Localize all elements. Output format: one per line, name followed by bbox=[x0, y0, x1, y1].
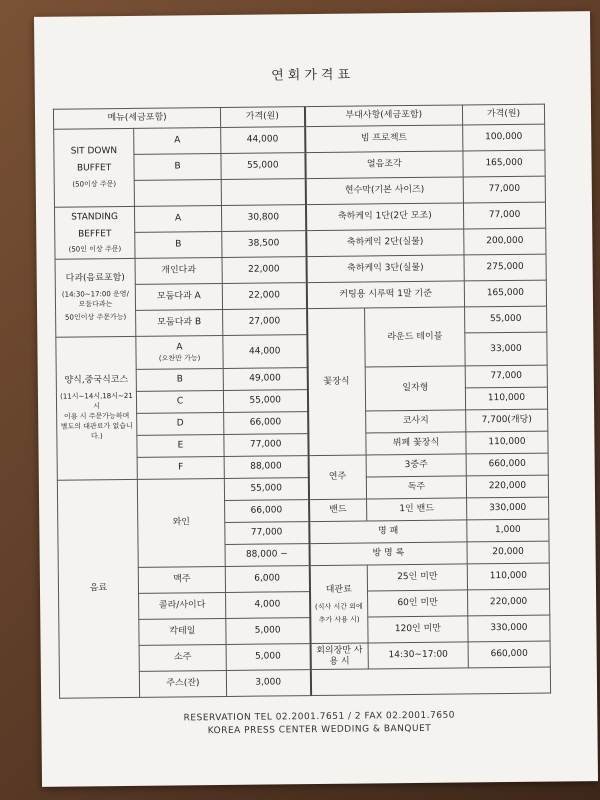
standing-name1: STANDING bbox=[71, 211, 118, 223]
dagwa-cell bbox=[55, 258, 136, 337]
trio-price: 660,000 bbox=[466, 453, 548, 476]
round-table-price1: 55,000 bbox=[465, 306, 547, 333]
sitdown-name1: SIT DOWN bbox=[70, 146, 118, 157]
buffet-flower-price: 110,000 bbox=[466, 431, 548, 454]
cake2-price: 200,000 bbox=[464, 228, 546, 255]
banner-price: 77,000 bbox=[463, 176, 545, 203]
cake1-label: 축하케익 1단(2단 모조) bbox=[305, 203, 463, 231]
cola-label: 콜라/사이다 bbox=[139, 592, 226, 619]
sitdown-buffet-cell bbox=[54, 128, 135, 207]
sitdown-a-label: A bbox=[134, 127, 221, 154]
course-c-label: C bbox=[136, 390, 223, 413]
rental-cell bbox=[309, 565, 368, 644]
course-note3: 별도의 대관료가 없습니 bbox=[60, 421, 133, 431]
course-d-price: 66,000 bbox=[224, 412, 308, 435]
dagwa-r3-price: 27,000 bbox=[223, 309, 307, 336]
rental-label: 대관료 bbox=[325, 584, 352, 595]
course-b-price: 49,000 bbox=[223, 368, 307, 391]
trio-label: 3중주 bbox=[366, 454, 466, 477]
standing-note: (50인 이상 주문) bbox=[68, 244, 122, 254]
guestbook-label: 방 명 록 bbox=[309, 542, 467, 566]
course-d-label: D bbox=[137, 412, 224, 435]
beam-label: 빔 프로젝트 bbox=[305, 125, 463, 153]
sitdown-empty bbox=[134, 179, 221, 206]
dagwa-name: 다과(음료포함) bbox=[65, 272, 125, 284]
soju-price: 5,000 bbox=[226, 644, 310, 671]
wine-price3: 77,000 bbox=[225, 522, 309, 545]
course-a-price: 44,000 bbox=[223, 335, 307, 369]
guestbook-price: 20,000 bbox=[467, 541, 549, 564]
meeting-label: 회의장만 사용 시 bbox=[310, 643, 368, 670]
table-row bbox=[56, 332, 547, 370]
wine-price1: 55,000 bbox=[224, 478, 308, 501]
dagwa-note2: 모둠다과는 bbox=[78, 300, 113, 309]
dagwa-r2-price: 22,000 bbox=[222, 283, 306, 310]
cake1-price: 77,000 bbox=[463, 202, 545, 229]
cocktail-price: 5,000 bbox=[226, 618, 310, 645]
rental-note1: (식사 시간 외에 bbox=[314, 602, 363, 611]
juice-price: 3,000 bbox=[226, 670, 310, 697]
menu-price-header: 가격(원) bbox=[220, 107, 304, 128]
rental-r3-label: 120인 미만 bbox=[368, 616, 468, 643]
rice-cake-label: 커팅용 시루떡 1말 기준 bbox=[306, 281, 464, 309]
venue-line: KOREA PRESS CENTER WEDDING & BANQUET bbox=[207, 723, 432, 737]
rental-r1-label: 25인 미만 bbox=[367, 564, 467, 591]
banner-label: 현수막(기본 사이즈) bbox=[305, 177, 463, 205]
sitdown-b-label: B bbox=[134, 153, 221, 180]
cake3-price: 275,000 bbox=[464, 254, 546, 281]
juice-label: 주스(잔) bbox=[139, 670, 226, 697]
dagwa-r3-label: 모둠다과 B bbox=[136, 309, 223, 336]
course-note1: (11시~14시,18시~21시 bbox=[60, 391, 133, 411]
corsage-label: 코사지 bbox=[366, 410, 466, 433]
course-c-price: 55,000 bbox=[223, 390, 307, 413]
course-a-letter: A bbox=[176, 341, 183, 352]
round-table-label: 라운드 테이블 bbox=[365, 307, 466, 367]
straight-price1: 77,000 bbox=[465, 365, 547, 388]
sitdown-name2: BUFFET bbox=[76, 163, 112, 174]
cola-price: 4,000 bbox=[226, 592, 310, 619]
sitdown-b-price: 55,000 bbox=[221, 153, 305, 180]
cake2-label: 축하케익 2단(실물) bbox=[306, 229, 464, 257]
course-e-label: E bbox=[137, 434, 224, 457]
price-sheet bbox=[34, 11, 598, 787]
footer bbox=[41, 708, 597, 740]
beer-label: 맥주 bbox=[138, 566, 225, 593]
rental-note2: 추가 사용 시) bbox=[318, 615, 360, 624]
course-f-price: 88,000 bbox=[224, 456, 308, 479]
dagwa-note3: 50인이상 주문가능) bbox=[64, 312, 127, 322]
meeting-time: 14:30~17:00 bbox=[368, 642, 468, 669]
cake3-label: 축하케익 3단(실물) bbox=[306, 255, 464, 283]
ice-price: 165,000 bbox=[463, 150, 545, 177]
standing-a-label: A bbox=[134, 205, 221, 232]
solo-label: 독주 bbox=[366, 476, 466, 499]
beam-price: 100,000 bbox=[463, 124, 545, 151]
page-title: 연회가격표 bbox=[271, 67, 355, 84]
course-a-label bbox=[136, 335, 223, 369]
course-note2: 이용 시 주문가능하며 bbox=[63, 411, 130, 421]
flower-label: 꽃장식 bbox=[307, 308, 367, 456]
standing-b-price: 38,500 bbox=[222, 231, 306, 258]
wine-label: 와인 bbox=[137, 478, 225, 567]
drinks-label: 음료 bbox=[57, 479, 139, 698]
course-b-label: B bbox=[136, 368, 223, 391]
rental-r2-price: 220,000 bbox=[468, 589, 550, 616]
sitdown-note: (50이상 주문) bbox=[72, 180, 117, 189]
course-note4: 다.) bbox=[90, 432, 103, 441]
rice-cake-price: 165,000 bbox=[464, 280, 546, 307]
dagwa-r1-label: 개인다과 bbox=[135, 257, 222, 284]
standing-a-price: 30,800 bbox=[221, 205, 305, 232]
rental-r3-price: 330,000 bbox=[468, 615, 550, 642]
menu-header: 메뉴(세금포함) bbox=[53, 107, 220, 129]
straight-price2: 110,000 bbox=[465, 387, 547, 410]
standing-b-label: B bbox=[135, 231, 222, 258]
rental-r2-label: 60인 미만 bbox=[368, 590, 468, 617]
beer-price: 6,000 bbox=[225, 566, 309, 593]
straight-label: 일자형 bbox=[365, 366, 465, 411]
nameplate-label: 명 패 bbox=[309, 520, 467, 544]
cocktail-label: 칵테일 bbox=[139, 618, 226, 645]
ice-label: 얼음조각 bbox=[305, 151, 463, 179]
corsage-price: 7,700(개당) bbox=[466, 409, 548, 432]
course-name: 양식,중국식코스 bbox=[64, 374, 129, 386]
rental-r1-price: 110,000 bbox=[467, 563, 549, 590]
dagwa-r2-label: 모둠다과 A bbox=[135, 283, 222, 310]
price-table bbox=[53, 104, 551, 699]
sitdown-a-price: 44,000 bbox=[221, 127, 305, 154]
round-table-price2: 33,000 bbox=[465, 332, 547, 366]
meeting-price: 660,000 bbox=[468, 641, 550, 668]
extra-header: 부대사항(세금포함) bbox=[304, 105, 462, 127]
one-band-price: 330,000 bbox=[467, 497, 549, 520]
sitdown-empty-price bbox=[221, 179, 305, 206]
course-cell bbox=[56, 336, 137, 480]
dagwa-r1-price: 22,000 bbox=[222, 257, 306, 284]
one-band-label: 1인 밴드 bbox=[367, 498, 467, 521]
soju-label: 소주 bbox=[139, 644, 226, 671]
course-f-label: F bbox=[137, 456, 224, 479]
empty-cell bbox=[310, 667, 550, 696]
reservation-line: RESERVATION TEL 02.2001.7651 / 2 FAX 02.2001.7650 bbox=[183, 710, 456, 724]
dagwa-note1: (14:30~17:00 운영/ bbox=[61, 289, 129, 299]
wine-price4: 88,000 ~ bbox=[225, 544, 309, 567]
buffet-flower-label: 뷔페 꽃장식 bbox=[366, 432, 466, 455]
nameplate-price: 1,000 bbox=[467, 519, 549, 542]
wine-price2: 66,000 bbox=[225, 500, 309, 523]
standing-buffet-cell bbox=[54, 206, 135, 259]
performance-label: 연주 bbox=[308, 455, 366, 500]
solo-price: 220,000 bbox=[466, 475, 548, 498]
band-label: 밴드 bbox=[309, 499, 367, 522]
standing-name2: BEFFET bbox=[78, 228, 112, 239]
course-a-note: (오찬만 가능) bbox=[158, 353, 201, 363]
extra-price-header: 가격(원) bbox=[462, 104, 544, 125]
course-e-price: 77,000 bbox=[224, 434, 308, 457]
